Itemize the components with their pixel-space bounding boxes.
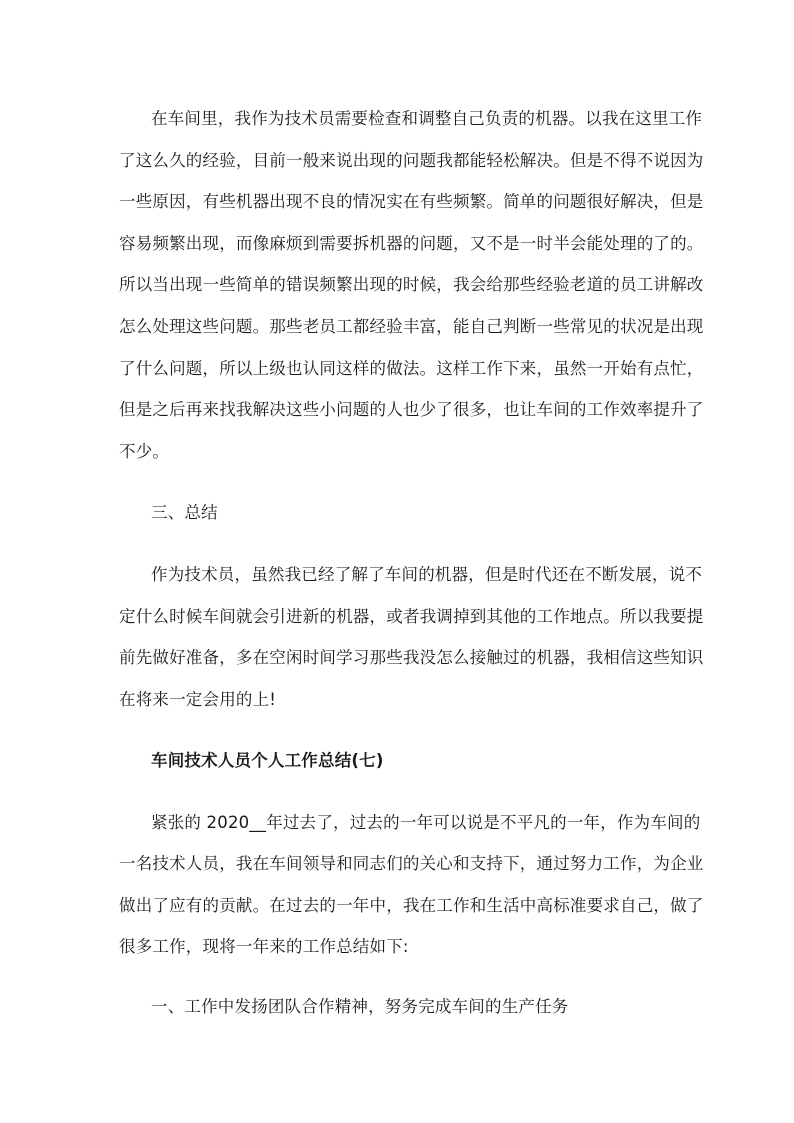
paragraph-line: 很多工作，现将一年来的工作总结如下: — [119, 937, 409, 956]
section-heading-teamwork: 一、工作中发扬团队合作精神，努务完成车间的生产任务 — [151, 997, 569, 1016]
paragraph-line: 紧张的 2020__年过去了，过去的一年可以说是不平凡的一年，作为车间的 — [151, 813, 701, 832]
section-heading-summary: 三、总结 — [151, 503, 218, 522]
paragraph-line: 一些原因，有些机器出现不良的情况实在有些频繁。简单的问题很好解决，但是 — [119, 192, 704, 211]
paragraph-line: 容易频繁出现，而像麻烦到需要拆机器的问题，又不是一时半会能处理的了的。 — [119, 234, 704, 253]
paragraph-line: 怎么处理这些问题。那些老员工都经验丰富，能自己判断一些常见的状况是出现 — [119, 317, 704, 336]
paragraph-line: 一名技术人员，我在车间领导和同志们的关心和支持下，通过努力工作，为企业 — [119, 854, 704, 873]
paragraph-line: 所以当出现一些简单的错误频繁出现的时候，我会给那些经验老道的员工讲解改 — [119, 275, 704, 294]
paragraph-line: 定什么时候车间就会引进新的机器，或者我调掉到其他的工作地点。所以我要提 — [119, 607, 704, 626]
paragraph-line: 做出了应有的贡献。在过去的一年中，我在工作和生活中高标准要求自己，做了 — [119, 896, 704, 915]
paragraph-line: 了这么久的经验，目前一般来说出现的问题我都能轻松解决。但是不得不说因为 — [119, 151, 704, 170]
paragraph-line: 不少。 — [119, 442, 170, 461]
paragraph-line: 作为技术员，虽然我已经了解了车间的机器，但是时代还在不断发展，说不 — [151, 565, 703, 584]
paragraph-line: 在将来一定会用的上! — [119, 690, 277, 709]
paragraph-line: 前先做好准备，多在空闲时间学习那些我没怎么接触过的机器，我相信这些知识 — [119, 648, 704, 667]
paragraph-line: 在车间里，我作为技术员需要检查和调整自己负责的机器。以我在这里工作 — [151, 109, 703, 128]
paragraph-line: 了什么问题，所以上级也认同这样的做法。这样工作下来，虽然一开始有点忙， — [119, 359, 704, 378]
paragraph-line: 但是之后再来找我解决这些小问题的人也少了很多，也让车间的工作效率提升了 — [119, 400, 704, 419]
article-title: 车间技术人员个人工作总结(七) — [151, 751, 384, 770]
